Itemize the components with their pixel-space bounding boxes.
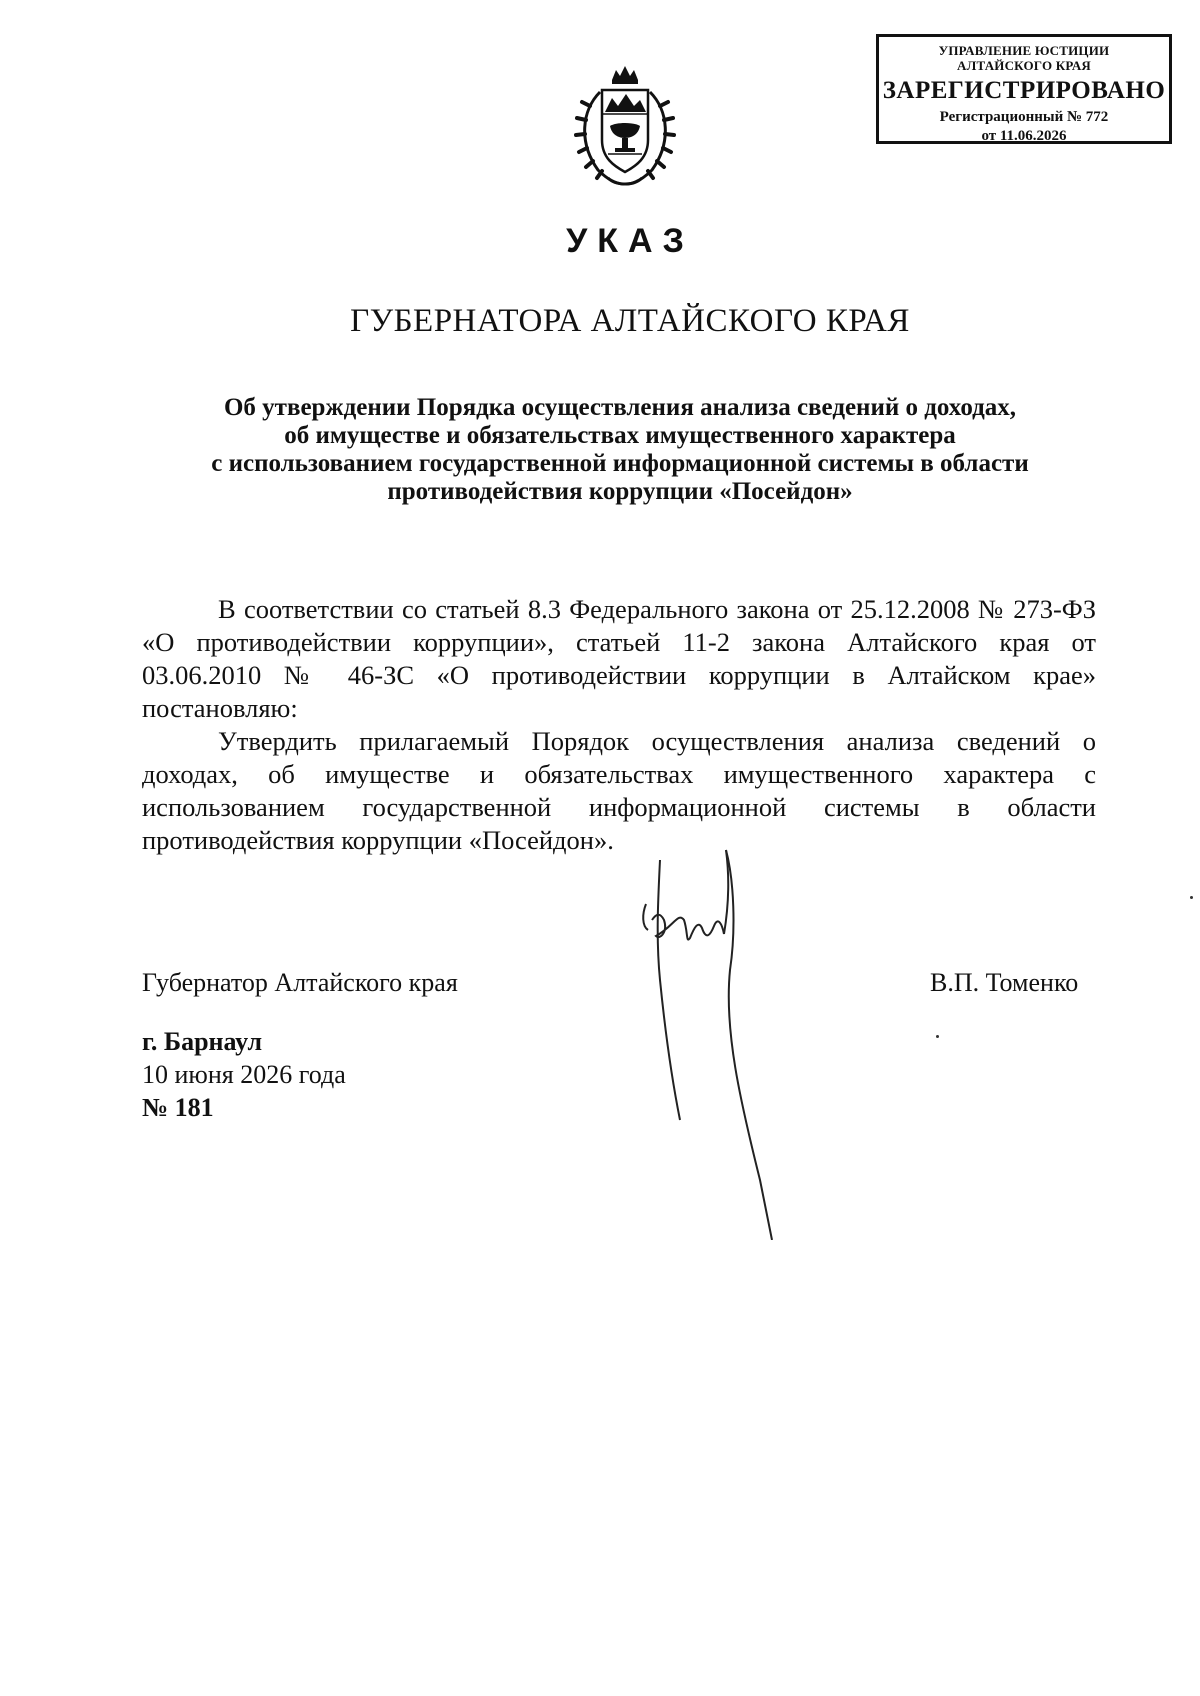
stamp-org-line2: АЛТАЙСКОГО КРАЯ [957,58,1091,73]
altai-krai-coat-of-arms-icon [560,62,690,192]
paragraph-text: Утвердить прилагаемый Порядок осуществления анализа сведений о доходах, об имуществе и обязательствах имущественного характера с использованием государственной информационной системы в области противодействия коррупции «Посейдон». [142,726,1096,855]
stamp-org-line1: УПРАВЛЕНИЕ ЮСТИЦИИ [938,43,1110,58]
issue-details [142,1025,346,1124]
registration-stamp [876,34,1172,144]
document-type: УКАЗ [566,222,694,260]
stamp-status: ЗАРЕГИСТРИРОВАНО [882,77,1166,104]
issue-city: г. Барнаул [142,1027,263,1056]
document-heading [140,394,1100,506]
signatory-name: В.П. Томенко [930,968,1079,997]
heading-line: Об утверждении Порядка осуществления анализа сведений о доходах, [223,394,1017,421]
document-issuer: ГУБЕРНАТОРА АЛТАЙСКОГО КРАЯ [350,303,910,339]
issue-date: 10 июня 2026 года [142,1060,346,1089]
issue-number: № 181 [142,1093,214,1122]
stamp-reg-date: от 11.06.2026 [981,128,1067,144]
heading-line: с использованием государственной информационной системы в области [211,450,1029,477]
signatory-position: Губернатор Алтайского края [142,968,458,997]
heading-line: об имуществе и обязательствах имущественного характера [284,422,956,449]
stamp-reg-number: Регистрационный № 772 [939,109,1109,125]
body-paragraph-2 [142,725,1096,857]
body-paragraph-1 [142,593,1096,725]
scan-speck [1190,896,1193,899]
scan-speck [936,1035,939,1038]
handwritten-signature-icon [630,840,830,1240]
paragraph-text: В соответствии со статьей 8.3 Федерального закона от 25.12.2008 № 273-ФЗ «О противодействии коррупции», статьей 11-2 закона Алтайского края от 03.06.2010 № 46-ЗС «О противодействии коррупции в Алтайском крае» постановляю: [142,594,1096,723]
heading-line: противодействия коррупции «Посейдон» [387,478,853,505]
